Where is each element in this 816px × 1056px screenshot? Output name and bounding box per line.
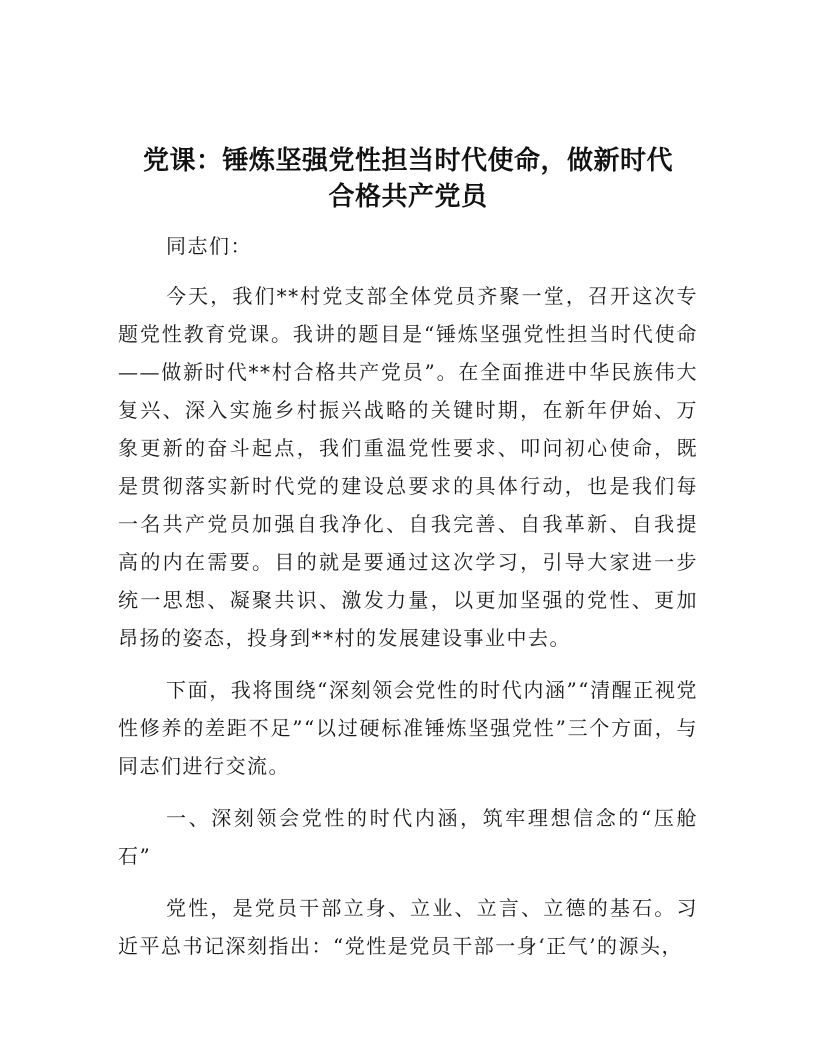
title-line-1: 党课：锤炼坚强党性担当时代使命，做新时代 <box>142 146 673 176</box>
intro-paragraph: 今天，我们**村党支部全体党员齐聚一堂，召开这次专题党性教育党课。我讲的题目是“锤炼坚强党性担当时代使命——做新时代**村合格共产党员”。在全面推进中华民族伟大复兴、深入实施乡村振兴战略的关键时期，在新年伊始、万象更新的奋斗起点，我们重温党性要求、叩问初心使命，既是贯彻落实新时代党的建设总要求的具体行动，也是我们每一名共产党员加强自我净化、自我完善、自我革新、自我提高的内在需要。目的就是要通过这次学习，引导大家进一步统一思想、凝聚共识、激发力量，以更加坚强的党性、更加昂扬的姿态，投身到**村的发展建设事业中去。 <box>118 284 698 650</box>
greeting-paragraph: 同志们： <box>166 234 252 258</box>
outline-paragraph: 下面，我将围绕“深刻领会党性的时代内涵”“清醒正视党性修养的差距不足”“以过硬标准锤炼坚强党性”三个方面，与同志们进行交流。 <box>118 678 698 778</box>
document-body <box>118 227 698 979</box>
section-heading-1: 一、深刻领会党性的时代内涵，筑牢理想信念的“压舱石” <box>118 806 698 868</box>
title-line-2: 合格共产党员 <box>328 182 488 212</box>
body-paragraph: 党性，是党员干部立身、立业、立言、立德的基石。习近平总书记深刻指出：“党性是党员干部一身‘正气’的源头， <box>118 896 698 958</box>
document-title <box>118 143 698 215</box>
